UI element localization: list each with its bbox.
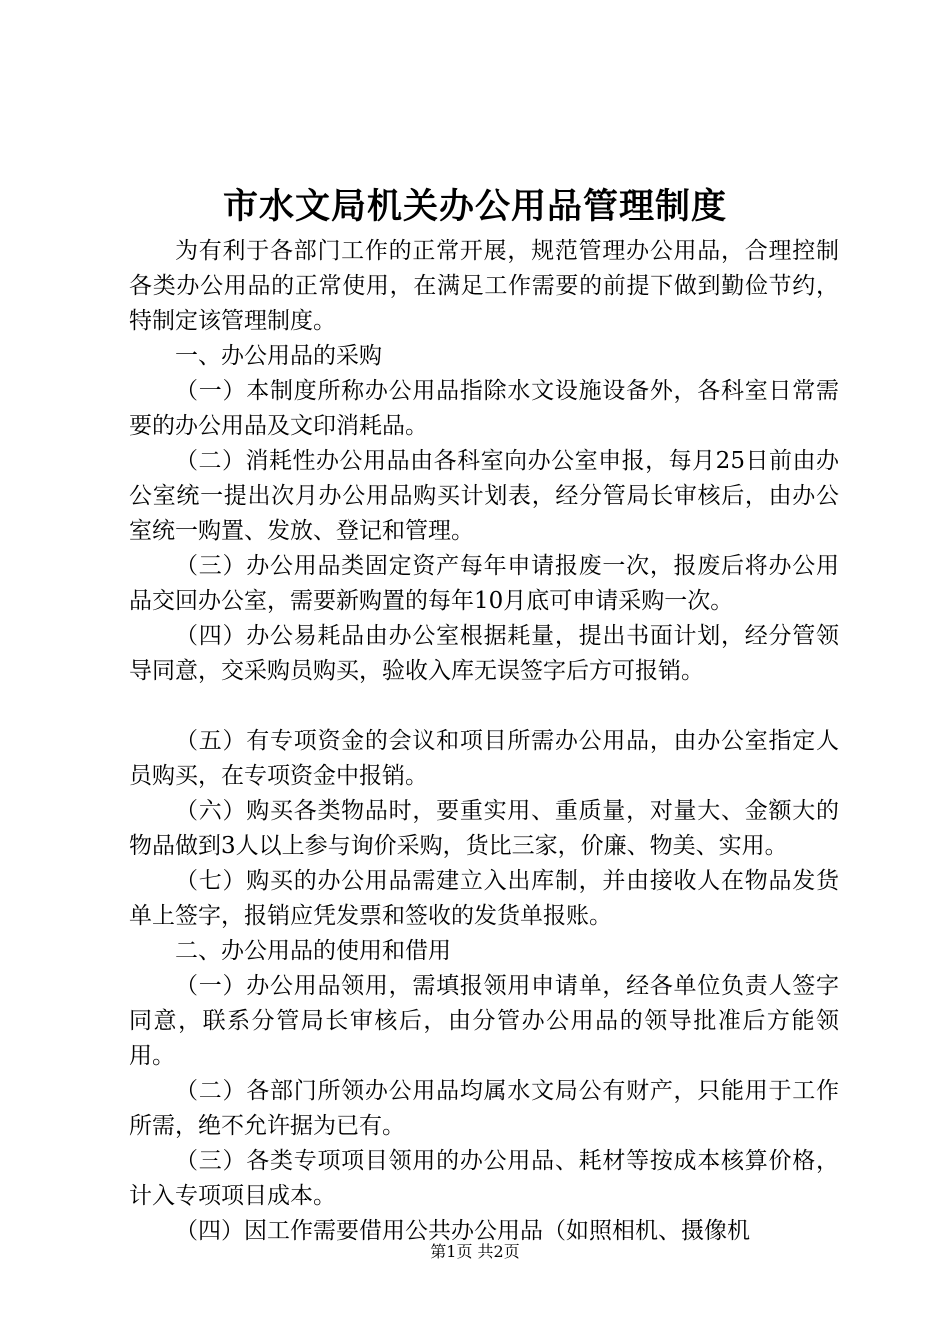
clause-paragraph: （三）办公用品类固定资产每年申请报废一次，报废后将办公用品交回办公室，需要新购置的每年10月底可申请采购一次。	[129, 553, 839, 614]
clause-paragraph: （六）购买各类物品时，要重实用、重质量，对量大、金额大的物品做到3人以上参与询价采购，货比三家，价廉、物美、实用。	[129, 798, 839, 859]
clause-paragraph: （四）因工作需要借用公共办公用品（如照相机、摄像机	[175, 1218, 750, 1244]
clause-paragraph: （七）购买的办公用品需建立入出库制，并由接收人在物品发货单上签字，报销应凭发票和签收的发货单报账。	[129, 868, 839, 929]
document-title: 市水文局机关办公用品管理制度	[222, 186, 727, 227]
section-heading: 二、办公用品的使用和借用	[175, 938, 451, 964]
section-heading: 一、办公用品的采购	[175, 343, 382, 369]
clause-paragraph: （五）有专项资金的会议和项目所需办公用品，由办公室指定人员购买，在专项资金中报销。	[129, 728, 839, 789]
clause-paragraph: （一）本制度所称办公用品指除水文设施设备外，各科室日常需要的办公用品及文印消耗品。	[129, 378, 839, 439]
blank-line	[129, 689, 839, 724]
intro-paragraph: 为有利于各部门工作的正常开展，规范管理办公用品，合理控制各类办公用品的正常使用，在满足工作需要的前提下做到勤俭节约，特制定该管理制度。	[129, 238, 839, 334]
clause-paragraph: （一）办公用品领用，需填报领用申请单，经各单位负责人签字同意，联系分管局长审核后，由分管办公用品的领导批准后方能领用。	[129, 973, 839, 1069]
clause-paragraph: （四）办公易耗品由办公室根据耗量，提出书面计划，经分管领导同意，交采购员购买，验收入库无误签字后方可报销。	[129, 623, 839, 684]
document-body	[129, 234, 839, 1249]
clause-paragraph: （二）消耗性办公用品由各科室向办公室申报，每月25日前由办公室统一提出次月办公用品购买计划表，经分管局长审核后，由办公室统一购置、发放、登记和管理。	[129, 448, 839, 544]
clause-paragraph: （二）各部门所领办公用品均属水文局公有财产，只能用于工作所需，绝不允许据为已有。	[129, 1078, 839, 1139]
page-footer: 第1页 共2页	[430, 1242, 520, 1261]
clause-paragraph: （三）各类专项项目领用的办公用品、耗材等按成本核算价格，计入专项项目成本。	[129, 1148, 839, 1209]
